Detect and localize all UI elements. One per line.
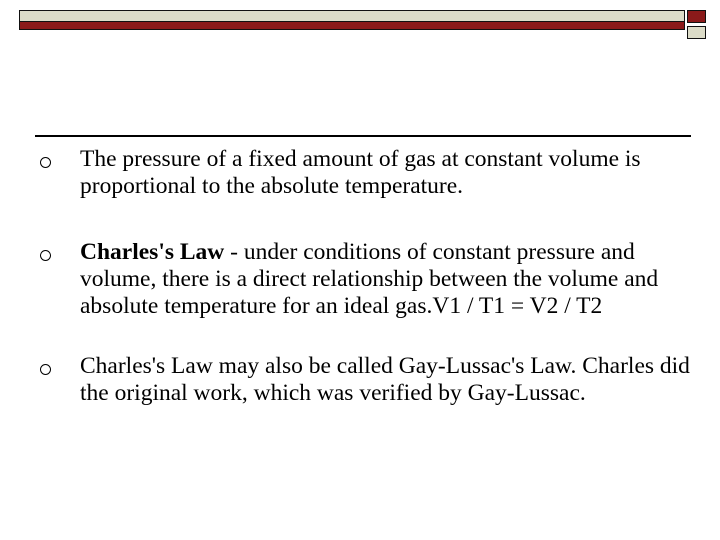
- bullet-text-2-lead: Charles's Law: [80, 239, 225, 265]
- bullet-text-1: [80, 146, 690, 200]
- corner-square-red: [687, 10, 706, 23]
- bullet-marker-icon: [40, 250, 51, 261]
- header-bar: [19, 10, 685, 30]
- corner-square-beige: [687, 26, 706, 39]
- title-divider: [35, 135, 691, 137]
- bullet-text-3: [80, 353, 690, 407]
- bullet-text-2-body: - under conditions of constant pressure and volume, there is a direct relationship between the volume and absolute temperature for an ideal gas.V1 / T1 = V2 / T2: [80, 239, 659, 319]
- bullet-text-2: [80, 239, 690, 320]
- bullet-text-3-body: Charles's Law may also be called Gay-Lussac's Law. Charles did the original work, which was verified by Gay-Lussac.: [80, 353, 690, 406]
- bullet-text-1-body: The pressure of a fixed amount of gas at constant volume is proportional to the absolute temperature.: [80, 146, 641, 199]
- header-accent-band: [20, 21, 684, 29]
- bullet-marker-icon: [40, 157, 51, 168]
- corner-squares-decoration: [686, 10, 708, 40]
- bullet-marker-icon: [40, 364, 51, 375]
